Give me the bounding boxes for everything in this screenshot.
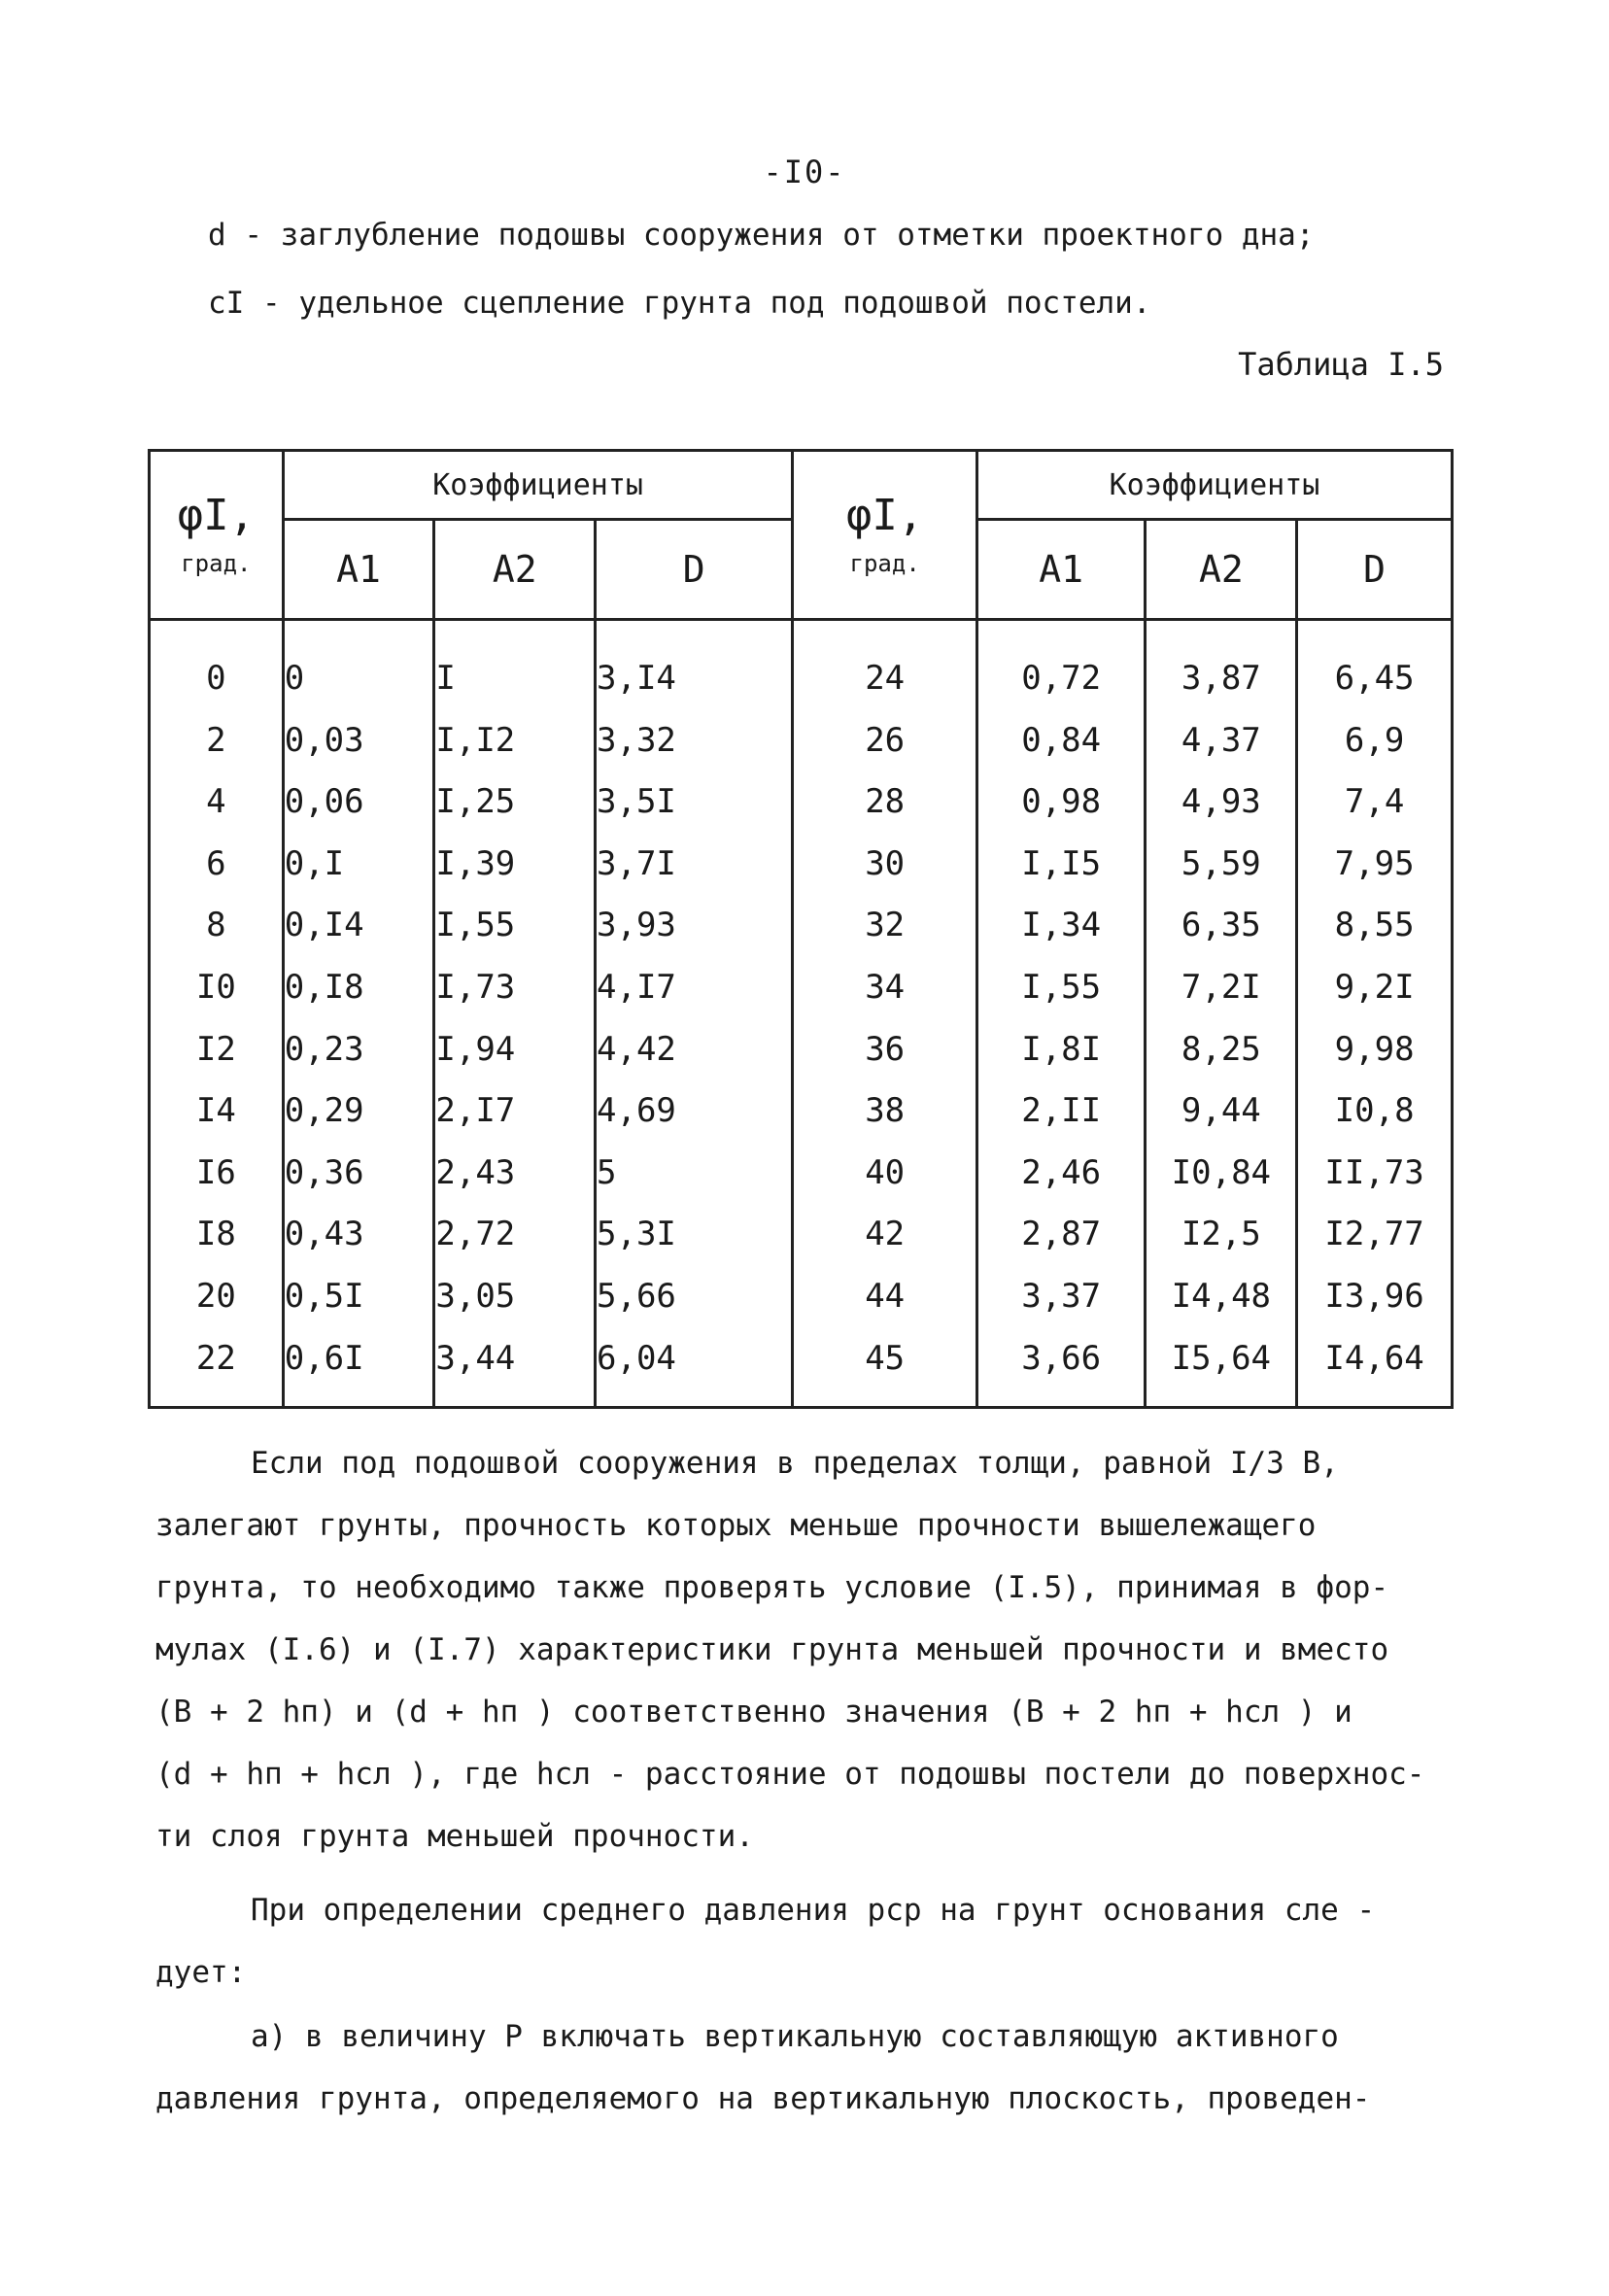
table-cell: I,I5 xyxy=(1021,843,1102,883)
definition-c: cI - удельное сцепление грунта под подошвой постели. xyxy=(208,286,1151,321)
table-cell: 3,I4 xyxy=(597,659,676,698)
table-cell: I5,64 xyxy=(1171,1338,1272,1378)
phi-symbol-left: φI, xyxy=(177,491,256,541)
table-cell: 44 xyxy=(865,1276,906,1316)
table-cell: 0,23 xyxy=(284,1029,364,1069)
header-a2-right: A2 xyxy=(1146,520,1297,620)
table-cell: 5,59 xyxy=(1181,843,1261,883)
table-cell: 4,42 xyxy=(597,1029,676,1069)
table-cell: 7,2I xyxy=(1181,967,1261,1007)
table-cell: 0,I xyxy=(284,843,345,883)
table-cell: 24 xyxy=(865,659,906,698)
table-cell: 6,35 xyxy=(1181,906,1261,945)
paragraph-1-line: (B + 2 hп) и (d + hп ) соответственно значения (B + 2 hп + hсл ) и xyxy=(155,1695,1352,1730)
table-cell: I2,5 xyxy=(1181,1215,1261,1254)
header-d-left: D xyxy=(596,520,793,620)
table-cell: I,55 xyxy=(1021,967,1102,1007)
table-cell: I,55 xyxy=(435,906,516,945)
paragraph-1-line: мулах (I.6) и (I.7) характеристики грунта меньшей прочности и вместо xyxy=(155,1632,1389,1667)
table-cell: I6 xyxy=(195,1152,236,1192)
table-cell: 22 xyxy=(195,1338,236,1378)
column-a1-left xyxy=(283,620,434,1408)
table-cell: 0,03 xyxy=(284,720,364,760)
paragraph-2-line: При определении среднего давления pср на грунт основания сле - xyxy=(251,1893,1376,1928)
header-d-right: D xyxy=(1297,520,1453,620)
table-cell: 0,98 xyxy=(1021,782,1102,822)
table-cell: 0,6I xyxy=(284,1338,364,1378)
table-cell: 26 xyxy=(865,720,906,760)
table-cell: 3,87 xyxy=(1181,659,1261,698)
table-cell: 3,05 xyxy=(435,1276,516,1316)
table-cell: I,94 xyxy=(435,1029,516,1069)
column-phi-right xyxy=(793,620,976,1408)
paragraph-3-line: давления грунта, определяемого на вертикальную плоскость, проведен- xyxy=(155,2081,1371,2116)
table-cell: 0 xyxy=(206,659,226,698)
table-cell: 2,72 xyxy=(435,1215,516,1254)
table-cell: I2 xyxy=(195,1029,236,1069)
table-cell: 2,43 xyxy=(435,1152,516,1192)
table-cell: 2,II xyxy=(1021,1091,1102,1131)
header-a1-left: A1 xyxy=(283,520,434,620)
table-cell: 3,93 xyxy=(597,906,676,945)
phi-header-left xyxy=(150,451,284,620)
table-cell: 3,32 xyxy=(597,720,676,760)
table-cell: 9,98 xyxy=(1334,1029,1415,1069)
table-cell: 36 xyxy=(865,1029,906,1069)
table-cell: 40 xyxy=(865,1152,906,1192)
table-cell: 0,84 xyxy=(1021,720,1102,760)
table-cell: 6,9 xyxy=(1344,720,1405,760)
coefficients-header-left: Коэффициенты xyxy=(283,451,793,520)
table-cell: I4,64 xyxy=(1324,1338,1424,1378)
table-cell: 6 xyxy=(206,843,226,883)
table-cell: 0,5I xyxy=(284,1276,364,1316)
table-cell: 34 xyxy=(865,967,906,1007)
table-cell: 6,04 xyxy=(597,1338,676,1378)
paragraph-1-line: ти слоя грунта меньшей прочности. xyxy=(155,1819,754,1854)
paragraph-2-line: дует: xyxy=(155,1955,247,1990)
table-cell: I xyxy=(435,659,456,698)
table-cell: 30 xyxy=(865,843,906,883)
table-cell: 2,46 xyxy=(1021,1152,1102,1192)
phi-unit-right: град. xyxy=(849,549,920,577)
page-number: -I0- xyxy=(763,154,846,190)
paragraph-1-line: Если под подошвой сооружения в пределах толщи, равной I/3 B, xyxy=(251,1446,1339,1481)
column-a2-left xyxy=(434,620,596,1408)
table-cell: 20 xyxy=(195,1276,236,1316)
table-cell: 0,43 xyxy=(284,1215,364,1254)
definition-d: d - заглубление подошвы сооружения от отметки проектного дна; xyxy=(208,218,1315,253)
table-cell: 5,66 xyxy=(597,1276,676,1316)
table-cell: 4,69 xyxy=(597,1091,676,1131)
table-cell: I0 xyxy=(195,967,236,1007)
table-cell: I,39 xyxy=(435,843,516,883)
table-cell: 28 xyxy=(865,782,906,822)
table-cell: 4,I7 xyxy=(597,967,676,1007)
table-cell: 5 xyxy=(597,1152,617,1192)
table-cell: 2,I7 xyxy=(435,1091,516,1131)
table-cell: 2 xyxy=(206,720,226,760)
paragraph-1-line: грунта, то необходимо также проверять условие (I.5), принимая в фор- xyxy=(155,1570,1389,1605)
table-cell: I,25 xyxy=(435,782,516,822)
table-cell: 7,4 xyxy=(1344,782,1405,822)
table-cell: 4,93 xyxy=(1181,782,1261,822)
table-cell: 0,06 xyxy=(284,782,364,822)
header-a1-right: A1 xyxy=(976,520,1146,620)
table-cell: 9,2I xyxy=(1334,967,1415,1007)
table-cell: I2,77 xyxy=(1324,1215,1424,1254)
paragraph-1-line: залегают грунты, прочность которых меньше прочности вышележащего xyxy=(155,1508,1317,1543)
column-a2-right xyxy=(1146,620,1297,1408)
table-cell: 3,44 xyxy=(435,1338,516,1378)
table-cell: I,34 xyxy=(1021,906,1102,945)
coefficients-header-right: Коэффициенты xyxy=(976,451,1452,520)
table-cell: II,73 xyxy=(1324,1152,1424,1192)
table-cell: 0,29 xyxy=(284,1091,364,1131)
phi-unit-left: град. xyxy=(181,549,252,577)
table-cell: 7,95 xyxy=(1334,843,1415,883)
table-cell: 42 xyxy=(865,1215,906,1254)
table-cell: 38 xyxy=(865,1091,906,1131)
table-cell: 0,36 xyxy=(284,1152,364,1192)
table-cell: 3,37 xyxy=(1021,1276,1102,1316)
table-cell: 0,I8 xyxy=(284,967,364,1007)
table-cell: 2,87 xyxy=(1021,1215,1102,1254)
table-cell: I,8I xyxy=(1021,1029,1102,1069)
table-cell: I0,84 xyxy=(1171,1152,1272,1192)
table-cell: 3,5I xyxy=(597,782,676,822)
table-cell: I8 xyxy=(195,1215,236,1254)
table-cell: 5,3I xyxy=(597,1215,676,1254)
table-cell: 8 xyxy=(206,906,226,945)
header-a2-left: A2 xyxy=(434,520,596,620)
phi-symbol-right: φI, xyxy=(845,491,924,541)
table-cell: 32 xyxy=(865,906,906,945)
column-d-right xyxy=(1297,620,1453,1408)
paragraph-3-line: а) в величину P включать вертикальную составляющую активного xyxy=(251,2019,1339,2054)
table-cell: 0,I4 xyxy=(284,906,364,945)
phi-header-right xyxy=(793,451,976,620)
table-cell: 0,72 xyxy=(1021,659,1102,698)
table-cell: I4,48 xyxy=(1171,1276,1272,1316)
table-cell: 45 xyxy=(865,1338,906,1378)
table-cell: 0 xyxy=(284,659,305,698)
column-d-left xyxy=(596,620,793,1408)
table-cell: 4 xyxy=(206,782,226,822)
table-cell: I,I2 xyxy=(435,720,516,760)
table-cell: 3,66 xyxy=(1021,1338,1102,1378)
table-cell: 6,45 xyxy=(1334,659,1415,698)
coefficients-table xyxy=(148,449,1454,1409)
table-cell: 9,44 xyxy=(1181,1091,1261,1131)
table-cell: I4 xyxy=(195,1091,236,1131)
column-phi-left xyxy=(150,620,284,1408)
table-cell: I0,8 xyxy=(1334,1091,1415,1131)
table-caption: Таблица I.5 xyxy=(1238,346,1444,383)
table-cell: 4,37 xyxy=(1181,720,1261,760)
table-cell: 8,25 xyxy=(1181,1029,1261,1069)
table-cell: I,73 xyxy=(435,967,516,1007)
column-a1-right xyxy=(976,620,1146,1408)
table-cell: 8,55 xyxy=(1334,906,1415,945)
table-cell: 3,7I xyxy=(597,843,676,883)
table-cell: I3,96 xyxy=(1324,1276,1424,1316)
paragraph-1-line: (d + hп + hсл ), где hсл - расстояние от подошвы постели до поверхнос- xyxy=(155,1757,1425,1792)
